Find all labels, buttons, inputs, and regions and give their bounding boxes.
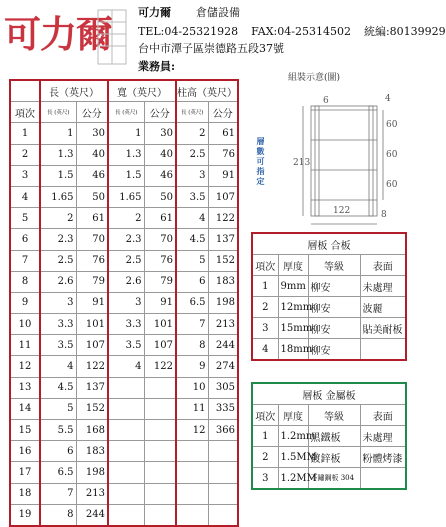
width-ft-cell <box>108 504 144 526</box>
table-row <box>252 318 406 339</box>
table-row <box>10 483 238 504</box>
surface-cell: 貼美耐板 <box>360 318 406 339</box>
dim-gap-3: 60 <box>386 180 398 190</box>
length-ft-cell: 4.5 <box>40 377 76 398</box>
length-cm-cell: 198 <box>76 462 108 483</box>
table-row <box>10 250 238 271</box>
length-cm-cell: 91 <box>76 292 108 313</box>
metal-table-body <box>252 426 406 490</box>
length-ft-cell: 2.5 <box>40 250 76 271</box>
table-row <box>10 377 238 398</box>
item-cell: 5 <box>10 208 40 229</box>
length-cm-cell: 107 <box>76 335 108 356</box>
wood-table-title: 層板 合板 <box>252 233 406 255</box>
item-cell: 1 <box>252 426 278 447</box>
length-ft-cell: 1.65 <box>40 186 76 207</box>
length-ft-header: 長 (英尺) <box>40 102 76 123</box>
height-ft-cell <box>176 441 208 462</box>
metal-header-thickness: 厚度 <box>278 405 308 426</box>
width-ft-cell: 1 <box>108 123 144 144</box>
width-cm-cell <box>144 483 176 504</box>
surface-cell <box>360 468 406 490</box>
wood-shelf-table <box>251 232 407 361</box>
fax-text: FAX:04-25314502 <box>251 25 351 38</box>
item-cell: 16 <box>10 441 40 462</box>
table-row <box>10 462 238 483</box>
height-cm-cell <box>208 504 238 526</box>
item-cell: 4 <box>10 186 40 207</box>
item-cell: 8 <box>10 271 40 292</box>
table-row <box>10 271 238 292</box>
width-ft-cell: 2.3 <box>108 229 144 250</box>
length-cm-cell: 244 <box>76 504 108 526</box>
width-cm-cell: 76 <box>144 250 176 271</box>
table-row <box>10 441 238 462</box>
width-cm-cell <box>144 398 176 419</box>
width-cm-cell: 91 <box>144 292 176 313</box>
table-row <box>10 356 238 377</box>
thickness-cell: 18mm <box>278 339 308 361</box>
company-line <box>138 6 240 20</box>
height-cm-cell: 152 <box>208 250 238 271</box>
shelf-diagram <box>253 68 405 228</box>
length-ft-cell: 1 <box>40 123 76 144</box>
table-row <box>252 297 406 318</box>
table-row <box>252 426 406 447</box>
item-cell: 10 <box>10 314 40 335</box>
dimension-table <box>9 79 239 527</box>
width-cm-cell <box>144 377 176 398</box>
metal-header-row <box>252 405 406 426</box>
height-ft-cell: 2 <box>176 123 208 144</box>
length-cm-cell: 40 <box>76 144 108 165</box>
metal-header-surface: 表面 <box>360 405 406 426</box>
height-ft-cell: 3.5 <box>176 186 208 207</box>
width-ft-cell: 3.5 <box>108 335 144 356</box>
height-cm-header: 公分 <box>208 102 238 123</box>
height-cm-cell <box>208 483 238 504</box>
item-cell: 12 <box>10 356 40 377</box>
length-cm-cell: 122 <box>76 356 108 377</box>
width-cm-cell: 46 <box>144 165 176 186</box>
width-ft-cell <box>108 441 144 462</box>
width-cm-header: 公分 <box>144 102 176 123</box>
thickness-cell: 1.5MM <box>278 447 308 468</box>
width-cm-cell <box>144 504 176 526</box>
width-group-header: 寬（英尺） <box>108 80 176 102</box>
table-row <box>10 420 238 441</box>
table-row <box>10 123 238 144</box>
width-ft-header: 長 (英尺) <box>108 102 144 123</box>
address-text: 台中市潭子區崇德路五段37號 <box>138 42 284 55</box>
length-cm-cell: 61 <box>76 208 108 229</box>
table-row <box>252 447 406 468</box>
width-ft-cell <box>108 398 144 419</box>
length-cm-cell: 50 <box>76 186 108 207</box>
table-row <box>10 144 238 165</box>
height-cm-cell: 305 <box>208 377 238 398</box>
height-ft-cell: 9 <box>176 356 208 377</box>
company-name: 可力爾 <box>138 6 171 19</box>
staff-label: 業務員: <box>138 60 176 73</box>
width-cm-cell: 30 <box>144 123 176 144</box>
height-ft-cell: 8 <box>176 335 208 356</box>
item-cell: 15 <box>10 420 40 441</box>
table-row <box>10 335 238 356</box>
dim-gap-2: 60 <box>386 150 398 160</box>
height-ft-cell: 5 <box>176 250 208 271</box>
height-ft-cell: 4.5 <box>176 229 208 250</box>
surface-cell: 波麗 <box>360 297 406 318</box>
group-header-row <box>10 80 238 102</box>
item-header: 項次 <box>10 102 40 123</box>
width-cm-cell <box>144 462 176 483</box>
table-row <box>10 314 238 335</box>
item-cell: 1 <box>252 276 278 297</box>
height-cm-cell <box>208 462 238 483</box>
width-cm-cell: 101 <box>144 314 176 335</box>
length-cm-cell: 79 <box>76 271 108 292</box>
table-row <box>252 339 406 361</box>
width-ft-cell <box>108 483 144 504</box>
dimension-table-body <box>10 123 238 526</box>
wood-header-item: 項次 <box>252 255 278 276</box>
item-cell: 11 <box>10 335 40 356</box>
grade-cell: 柳安 <box>308 297 360 318</box>
height-ft-cell: 4 <box>176 208 208 229</box>
height-ft-header: 長 (英尺) <box>176 102 208 123</box>
width-ft-cell: 3 <box>108 292 144 313</box>
tel-text: TEL:04-25321928 <box>138 25 239 38</box>
right-post <box>369 106 373 216</box>
length-cm-cell: 70 <box>76 229 108 250</box>
table-row <box>10 208 238 229</box>
width-cm-cell: 122 <box>144 356 176 377</box>
item-cell: 2 <box>10 144 40 165</box>
height-ft-cell: 12 <box>176 420 208 441</box>
item-cell: 17 <box>10 462 40 483</box>
length-ft-cell: 4 <box>40 356 76 377</box>
item-cell: 4 <box>252 339 278 361</box>
width-ft-cell <box>108 377 144 398</box>
dim-height: 213 <box>293 158 311 168</box>
metal-header-grade: 等級 <box>308 405 360 426</box>
height-ft-cell: 10 <box>176 377 208 398</box>
length-cm-cell: 183 <box>76 441 108 462</box>
metal-header-item: 項次 <box>252 405 278 426</box>
left-post <box>315 106 319 216</box>
table-row <box>252 468 406 490</box>
width-cm-cell <box>144 441 176 462</box>
length-ft-cell: 3 <box>40 292 76 313</box>
table-row <box>10 504 238 526</box>
height-cm-cell: 213 <box>208 314 238 335</box>
item-cell: 7 <box>10 250 40 271</box>
width-ft-cell: 2 <box>108 208 144 229</box>
thickness-cell: 9mm <box>278 276 308 297</box>
grade-cell: 柳安 <box>308 339 360 361</box>
grade-cell: 柳安 <box>308 276 360 297</box>
thickness-cell: 1.2mm <box>278 426 308 447</box>
wood-header-row <box>252 255 406 276</box>
thickness-cell: 1.2MM <box>278 468 308 490</box>
length-ft-cell: 2.3 <box>40 229 76 250</box>
height-ft-cell: 11 <box>176 398 208 419</box>
length-ft-cell: 8 <box>40 504 76 526</box>
height-cm-cell: 107 <box>208 186 238 207</box>
length-ft-cell: 5 <box>40 398 76 419</box>
dim-top: 6 <box>323 96 329 106</box>
length-cm-cell: 30 <box>76 123 108 144</box>
company-desc: 倉儲設備 <box>196 6 240 19</box>
length-ft-cell: 5.5 <box>40 420 76 441</box>
dim-top-right: 4 <box>385 94 391 104</box>
item-cell: 18 <box>10 483 40 504</box>
wood-table-body <box>252 276 406 361</box>
height-cm-cell: 366 <box>208 420 238 441</box>
item-cell: 1 <box>10 123 40 144</box>
metal-shelf-table <box>251 382 407 490</box>
item-cell: 19 <box>10 504 40 526</box>
width-cm-cell: 107 <box>144 335 176 356</box>
length-group-header: 長（英尺） <box>40 80 108 102</box>
tax-id-text: 統編:80139929 <box>363 25 446 38</box>
item-cell: 2 <box>252 297 278 318</box>
width-cm-cell: 50 <box>144 186 176 207</box>
length-ft-cell: 6 <box>40 441 76 462</box>
height-cm-cell: 122 <box>208 208 238 229</box>
length-cm-cell: 46 <box>76 165 108 186</box>
width-ft-cell <box>108 462 144 483</box>
width-cm-cell: 61 <box>144 208 176 229</box>
width-ft-cell: 1.5 <box>108 165 144 186</box>
height-cm-cell: 137 <box>208 229 238 250</box>
height-cm-cell: 76 <box>208 144 238 165</box>
length-ft-cell: 1.5 <box>40 165 76 186</box>
table-row <box>10 292 238 313</box>
item-cell: 3 <box>252 468 278 490</box>
height-ft-cell <box>176 483 208 504</box>
item-cell: 13 <box>10 377 40 398</box>
width-cm-cell: 70 <box>144 229 176 250</box>
length-cm-cell: 76 <box>76 250 108 271</box>
height-ft-cell <box>176 462 208 483</box>
height-ft-cell <box>176 504 208 526</box>
height-cm-cell: 198 <box>208 292 238 313</box>
width-ft-cell: 2.5 <box>108 250 144 271</box>
wood-header-surface: 表面 <box>360 255 406 276</box>
height-cm-cell: 335 <box>208 398 238 419</box>
height-ft-cell: 7 <box>176 314 208 335</box>
item-cell: 6 <box>10 229 40 250</box>
item-cell: 14 <box>10 398 40 419</box>
width-ft-cell: 1.65 <box>108 186 144 207</box>
table-row <box>10 165 238 186</box>
length-ft-cell: 1.3 <box>40 144 76 165</box>
logo-text: 可力爾 <box>4 12 112 56</box>
length-ft-cell: 6.5 <box>40 462 76 483</box>
width-cm-cell <box>144 420 176 441</box>
length-cm-header: 公分 <box>76 102 108 123</box>
width-ft-cell: 3.3 <box>108 314 144 335</box>
shelf-frame <box>311 106 377 216</box>
surface-cell: 未處理 <box>360 276 406 297</box>
grade-cell: 不鏽鋼板 304 <box>308 468 360 490</box>
height-cm-cell <box>208 441 238 462</box>
dim-width: 122 <box>333 206 351 216</box>
shelf-logo-graphic <box>4 4 130 66</box>
height-ft-cell: 6 <box>176 271 208 292</box>
diagram-side-label: 層數可指定 <box>256 136 265 186</box>
length-ft-cell: 7 <box>40 483 76 504</box>
height-cm-cell: 244 <box>208 335 238 356</box>
wood-header-thickness: 厚度 <box>278 255 308 276</box>
sub-header-row <box>10 102 238 123</box>
table-row <box>10 229 238 250</box>
height-group-header: 柱高（英尺） <box>176 80 238 102</box>
table-row <box>10 186 238 207</box>
surface-cell: 未處理 <box>360 426 406 447</box>
length-ft-cell: 3.3 <box>40 314 76 335</box>
item-cell: 3 <box>252 318 278 339</box>
table-row <box>10 398 238 419</box>
height-cm-cell: 183 <box>208 271 238 292</box>
contact-line <box>138 25 446 39</box>
width-ft-cell: 2.6 <box>108 271 144 292</box>
length-cm-cell: 213 <box>76 483 108 504</box>
surface-cell <box>360 339 406 361</box>
surface-cell: 粉體烤漆 <box>360 447 406 468</box>
height-ft-cell: 3 <box>176 165 208 186</box>
item-cell: 2 <box>252 447 278 468</box>
width-ft-cell: 4 <box>108 356 144 377</box>
dim-gap-1: 60 <box>386 120 398 130</box>
dim-bottom: 8 <box>381 210 387 220</box>
height-ft-cell: 6.5 <box>176 292 208 313</box>
length-ft-cell: 2 <box>40 208 76 229</box>
width-ft-cell: 1.3 <box>108 144 144 165</box>
length-cm-cell: 168 <box>76 420 108 441</box>
height-cm-cell: 61 <box>208 123 238 144</box>
grade-cell: 柳安 <box>308 318 360 339</box>
width-cm-cell: 40 <box>144 144 176 165</box>
table-row <box>252 276 406 297</box>
height-cm-cell: 91 <box>208 165 238 186</box>
item-cell: 3 <box>10 165 40 186</box>
height-ft-cell: 2.5 <box>176 144 208 165</box>
item-cell: 9 <box>10 292 40 313</box>
grade-cell: 鍍鋅板 <box>308 447 360 468</box>
diagram-title: 組裝示意(圖) <box>288 73 341 83</box>
width-cm-cell: 79 <box>144 271 176 292</box>
length-cm-cell: 101 <box>76 314 108 335</box>
height-cm-cell: 274 <box>208 356 238 377</box>
length-ft-cell: 3.5 <box>40 335 76 356</box>
length-ft-cell: 2.6 <box>40 271 76 292</box>
thickness-cell: 15mm <box>278 318 308 339</box>
thickness-cell: 12mm <box>278 297 308 318</box>
company-logo <box>4 4 130 66</box>
width-ft-cell <box>108 420 144 441</box>
length-cm-cell: 152 <box>76 398 108 419</box>
length-cm-cell: 137 <box>76 377 108 398</box>
metal-table-title: 層板 金屬板 <box>252 383 406 405</box>
grade-cell: 黑鐵板 <box>308 426 360 447</box>
wood-header-grade: 等級 <box>308 255 360 276</box>
